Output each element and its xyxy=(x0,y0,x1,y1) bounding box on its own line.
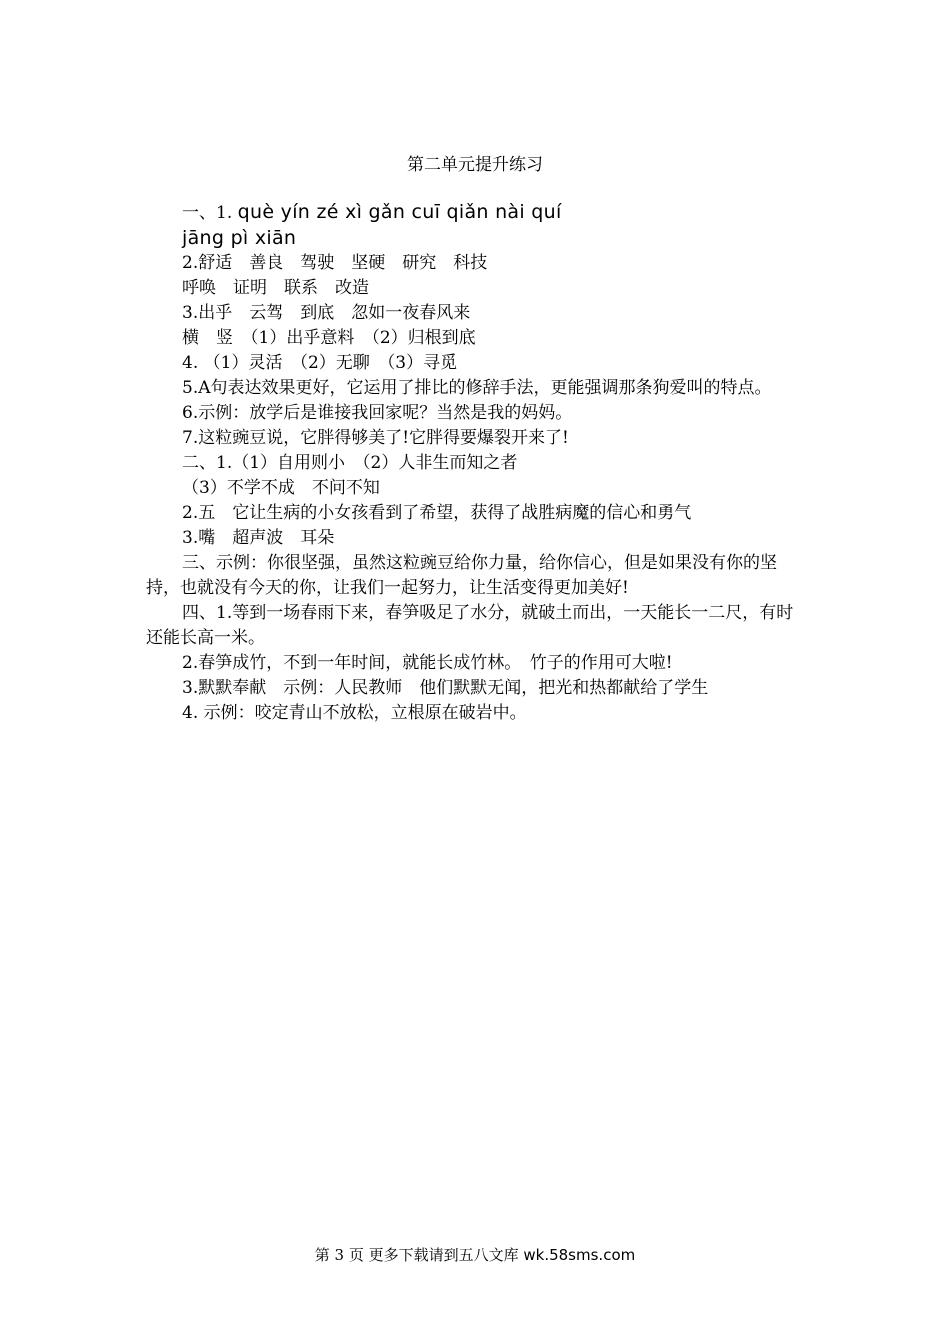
answer-line: 6.示例：放学后是谁接我回家呢？当然是我的妈妈。 xyxy=(182,403,573,423)
answer-line: 4. （1）灵活 （2）无聊 （3）寻觅 xyxy=(182,353,458,373)
answer-line: 二、1.（1）自用则小 （2）人非生而知之者 xyxy=(182,453,518,473)
pinyin-line: jāng pì xiān xyxy=(182,227,297,249)
answer-line: 呼唤 证明 联系 改造 xyxy=(182,278,369,298)
answer-line: 4. 示例：咬定青山不放松，立根原在破岩中。 xyxy=(182,703,527,723)
answer-content xyxy=(146,200,806,726)
answer-paragraph: 5.A句表达效果更好，它运用了排比的修辞手法，更能强调那条狗爱叫的特点。 xyxy=(182,378,772,398)
footer-text: 第 3 页 更多下载请到五八文库 xyxy=(314,1246,524,1264)
answer-paragraph: 四、1.等到一场春雨下来，春笋吸足了水分，就破土而出，一天能长一二尺，有时还能长高一米。 xyxy=(146,603,794,648)
answer-line: 2.春笋成竹，不到一年时间，就能长成竹林。 竹子的作用可大啦! xyxy=(182,653,673,673)
answer-paragraph: 三、示例：你很坚强，虽然这粒豌豆给你力量，给你信心，但是如果没有你的坚持，也就没有今天的你，让我们一起努力，让生活变得更加美好! xyxy=(146,553,777,598)
answer-line: 2.舒适 善良 驾驶 坚硬 研究 科技 xyxy=(182,253,488,273)
answer-line xyxy=(146,200,806,226)
answer-line: 3.默默奉献 示例：人民教师 他们默默无闻，把光和热都献给了学生 xyxy=(182,678,709,698)
answer-line: （3）不学不成 不问不知 xyxy=(182,478,380,498)
pinyin-text: què yín zé xì gǎn cuī qiǎn nài quí xyxy=(237,201,562,223)
answer-line: 7.这粒豌豆说，它胖得够美了!它胖得要爆裂开来了! xyxy=(182,428,569,448)
section-prefix: 一、1. xyxy=(182,203,238,223)
page-footer xyxy=(0,1244,950,1265)
answer-line: 横 竖 （1）出乎意料 （2）归根到底 xyxy=(182,328,476,348)
footer-url: wk.58sms.com xyxy=(523,1246,636,1264)
answer-line: 3.出乎 云驾 到底 忽如一夜春风来 xyxy=(182,303,471,323)
page-title: 第二单元提升练习 xyxy=(407,155,543,175)
answer-line: 3.嘴 超声波 耳朵 xyxy=(182,528,335,548)
answer-line: 2.五 它让生病的小女孩看到了希望，获得了战胜病魔的信心和勇气 xyxy=(182,503,692,523)
